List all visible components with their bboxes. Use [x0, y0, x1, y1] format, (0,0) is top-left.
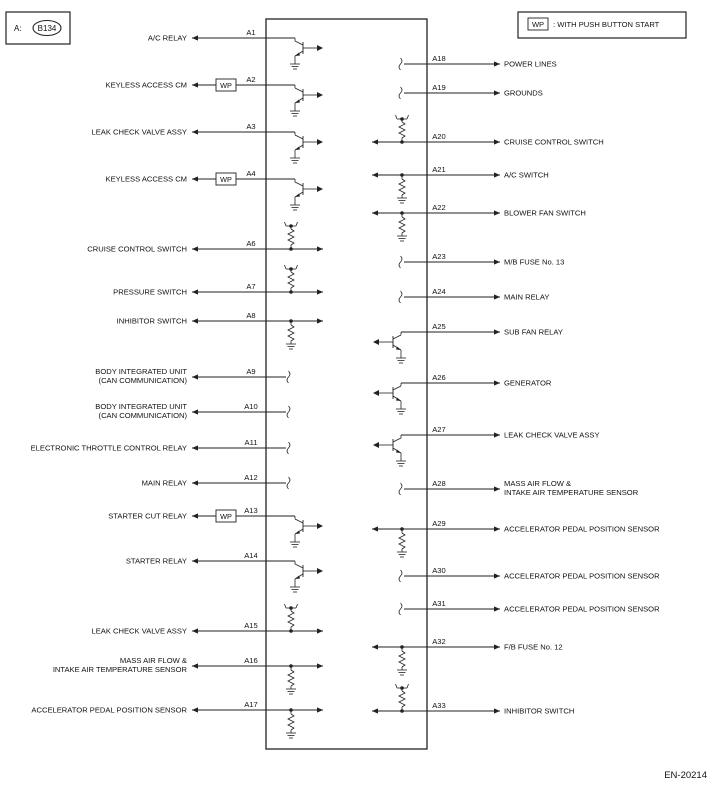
pin-number: A21	[432, 165, 446, 174]
line-break-symbol	[399, 570, 402, 582]
ground-symbol	[290, 205, 300, 210]
arrow-head	[192, 445, 198, 450]
pin-label: GENERATOR	[504, 378, 552, 388]
line-break-symbol	[287, 477, 290, 489]
arrow-head	[192, 289, 198, 294]
pin-a24	[399, 287, 549, 303]
pin-a16	[53, 656, 323, 694]
pin-label: MASS AIR FLOW &	[119, 656, 187, 665]
arrow-head	[494, 526, 500, 531]
arrow-head	[317, 246, 323, 251]
pin-label: STARTER CUT RELAY	[108, 511, 187, 521]
pin-number: A6	[246, 239, 256, 248]
resistor-zigzag	[288, 325, 294, 341]
pull-down-resistor	[397, 529, 407, 557]
pin-label: INHIBITOR SWITCH	[116, 316, 187, 326]
pin-label: LEAK CHECK VALVE ASSY	[504, 430, 600, 440]
junction-dot	[289, 606, 293, 610]
collector-lead	[393, 386, 401, 390]
pin-label: PRESSURE SWITCH	[113, 287, 187, 297]
pin-a4	[106, 169, 323, 210]
pin-a18	[399, 54, 557, 70]
pin-label: CRUISE CONTROL SWITCH	[87, 244, 187, 254]
pin-number: A20	[432, 132, 446, 141]
base-drive-arrow	[317, 139, 323, 145]
output-transistor	[373, 332, 406, 363]
arrow-head	[372, 210, 378, 215]
connector-badge-code: B134	[37, 24, 57, 33]
arrow-head	[317, 663, 323, 668]
pin-number: A15	[244, 621, 258, 630]
pin-label: BODY INTEGRATED UNIT	[95, 367, 187, 376]
pin-label: A/C RELAY	[147, 33, 187, 43]
pin-number: A28	[432, 479, 446, 488]
pin-label: GROUNDS	[504, 88, 543, 98]
wp-tag: WP	[220, 174, 232, 184]
base-drive-arrow	[317, 568, 323, 574]
pin-number: A12	[244, 473, 258, 482]
pin-label: ACCELERATOR PEDAL POSITION SENSOR	[504, 524, 660, 534]
pin-label: ACCELERATOR PEDAL POSITION SENSOR	[504, 604, 660, 614]
pin-label: MAIN RELAY	[504, 292, 550, 302]
arrow-head	[372, 526, 378, 531]
pin-a33	[372, 684, 574, 716]
pull-down-resistor	[286, 710, 296, 738]
resistor-zigzag	[288, 611, 294, 627]
ground-symbol	[290, 64, 300, 69]
pin-a13	[108, 506, 323, 547]
base-drive-arrow	[373, 339, 379, 345]
pin-label: BODY INTEGRATED UNIT	[95, 402, 187, 411]
pin-number: A25	[432, 322, 446, 331]
ground-symbol	[286, 689, 296, 694]
arrow-head	[192, 318, 198, 323]
arrow-head	[494, 61, 500, 66]
pin-label: ACCELERATOR PEDAL POSITION SENSOR	[31, 705, 187, 715]
ground-symbol	[290, 158, 300, 163]
pin-label: INHIBITOR SWITCH	[504, 706, 575, 716]
pin-number: A11	[244, 438, 258, 447]
pin-a15	[91, 604, 323, 636]
pin-number: A23	[432, 252, 446, 261]
arrow-head	[192, 558, 198, 563]
arrow-head	[192, 409, 198, 414]
pin-a29	[372, 519, 660, 557]
pin-number: A3	[246, 122, 256, 131]
arrow-head	[372, 172, 378, 177]
pin-a21	[372, 165, 549, 203]
pin-label: F/B FUSE No. 12	[504, 642, 563, 652]
pull-down-resistor	[397, 647, 407, 675]
line-break-symbol	[399, 87, 402, 99]
pin-number: A31	[432, 599, 446, 608]
arrow-head	[494, 606, 500, 611]
pin-number: A18	[432, 54, 446, 63]
arrow-head	[192, 35, 198, 40]
line-break-symbol	[287, 406, 290, 418]
pin-number: A24	[432, 287, 446, 296]
pin-a19	[399, 83, 543, 99]
line-break-symbol	[399, 291, 402, 303]
pin-label: (CAN COMMUNICATION)	[98, 411, 187, 420]
pin-number: A10	[244, 402, 258, 411]
collector-lead	[295, 182, 303, 186]
ground-symbol	[397, 670, 407, 675]
ground-symbol	[396, 409, 406, 414]
collector-lead	[393, 335, 401, 339]
arrow-head	[317, 289, 323, 294]
pin-a3	[91, 122, 323, 163]
collector-lead	[295, 88, 303, 92]
arrow-head	[192, 246, 198, 251]
arrow-head	[192, 129, 198, 134]
line-break-symbol	[399, 58, 402, 70]
ground-symbol	[396, 461, 406, 466]
pin-a20	[372, 115, 604, 147]
pin-a10	[95, 402, 290, 420]
arrow-head	[317, 318, 323, 323]
resistor-zigzag	[399, 122, 405, 138]
resistor-zigzag	[399, 533, 405, 549]
right-pin-group	[372, 54, 660, 716]
pin-a22	[372, 203, 586, 241]
pin-number: A9	[246, 367, 256, 376]
arrow-head	[494, 172, 500, 177]
arrow-head	[192, 513, 198, 518]
base-drive-arrow	[317, 523, 323, 529]
pin-label: ACCELERATOR PEDAL POSITION SENSOR	[504, 571, 660, 581]
resistor-zigzag	[288, 714, 294, 730]
pin-a25	[373, 322, 563, 363]
pull-down-resistor	[286, 666, 296, 694]
arrow-head	[494, 210, 500, 215]
line-break-symbol	[287, 371, 290, 383]
pin-a28	[399, 479, 639, 497]
ground-symbol	[397, 552, 407, 557]
pin-label: POWER LINES	[504, 59, 557, 69]
connector-badge-prefix: A:	[14, 24, 22, 33]
resistor-zigzag	[399, 691, 405, 707]
base-drive-arrow	[317, 92, 323, 98]
pin-a2	[106, 75, 323, 116]
resistor-zigzag	[399, 179, 405, 195]
pin-number: A19	[432, 83, 446, 92]
base-drive-arrow	[373, 442, 379, 448]
collector-lead	[295, 564, 303, 568]
ground-symbol	[290, 587, 300, 592]
legend-tag: WP	[531, 20, 545, 29]
arrow-head	[192, 628, 198, 633]
pin-a27	[373, 425, 600, 466]
pin-number: A32	[432, 637, 446, 646]
pin-label: KEYLESS ACCESS CM	[105, 174, 187, 184]
pin-number: A8	[246, 311, 256, 320]
collector-lead	[393, 438, 401, 442]
pin-number: A30	[432, 566, 446, 575]
base-drive-arrow	[317, 186, 323, 192]
pin-label: (CAN COMMUNICATION)	[98, 376, 187, 385]
pin-a30	[399, 566, 660, 582]
output-transistor	[373, 435, 406, 466]
pin-label: STARTER RELAY	[125, 556, 187, 566]
output-transistor	[290, 516, 323, 547]
pin-label: ELECTRONIC THROTTLE CONTROL RELAY	[30, 443, 187, 453]
pin-a9	[95, 367, 290, 385]
pin-label: M/B FUSE No. 13	[504, 257, 565, 267]
pin-a12	[142, 473, 290, 489]
junction-dot	[400, 686, 404, 690]
arrow-head	[192, 480, 198, 485]
pin-label: INTAKE AIR TEMPERATURE SENSOR	[504, 488, 639, 497]
pin-number: A22	[432, 203, 446, 212]
pull-up-resistor	[285, 222, 298, 249]
ground-symbol	[290, 111, 300, 116]
pin-number: A33	[432, 701, 446, 710]
pin-number: A26	[432, 373, 446, 382]
arrow-head	[192, 707, 198, 712]
ground-symbol	[396, 358, 406, 363]
pin-a32	[372, 637, 563, 675]
pin-label: CRUISE CONTROL SWITCH	[504, 137, 604, 147]
arrow-head	[372, 644, 378, 649]
pin-a1	[148, 28, 323, 69]
output-transistor	[290, 132, 323, 163]
output-transistor	[373, 383, 406, 414]
output-transistor	[290, 179, 323, 210]
arrow-head	[494, 486, 500, 491]
arrow-head	[192, 176, 198, 181]
pin-number: A29	[432, 519, 446, 528]
diagram-id: EN-20214	[664, 770, 707, 781]
ground-symbol	[290, 542, 300, 547]
ground-symbol	[397, 236, 407, 241]
pin-label: BLOWER FAN SWITCH	[504, 208, 586, 218]
pin-a8	[117, 311, 323, 349]
pin-a31	[399, 599, 660, 615]
arrow-head	[494, 329, 500, 334]
line-break-symbol	[399, 483, 402, 495]
pull-down-resistor	[286, 321, 296, 349]
junction-dot	[400, 117, 404, 121]
pin-number: A14	[244, 551, 258, 560]
arrow-head	[494, 708, 500, 713]
base-drive-arrow	[373, 390, 379, 396]
pin-label: MAIN RELAY	[141, 478, 187, 488]
arrow-head	[494, 259, 500, 264]
pin-label: SUB FAN RELAY	[504, 327, 563, 337]
pin-number: A16	[244, 656, 258, 665]
pin-a11	[31, 438, 290, 454]
arrow-head	[317, 628, 323, 633]
output-transistor	[290, 85, 323, 116]
output-transistor	[290, 38, 323, 69]
pin-label: LEAK CHECK VALVE ASSY	[91, 626, 187, 636]
arrow-head	[372, 139, 378, 144]
collector-lead	[295, 41, 303, 45]
junction-dot	[289, 224, 293, 228]
pin-label: LEAK CHECK VALVE ASSY	[91, 127, 187, 137]
arrow-head	[494, 139, 500, 144]
pin-a7	[113, 265, 323, 297]
pull-down-resistor	[397, 213, 407, 241]
pull-up-resistor	[285, 604, 298, 631]
pin-number: A17	[244, 700, 258, 709]
ground-symbol	[397, 198, 407, 203]
wp-tag: WP	[220, 511, 232, 521]
arrow-head	[192, 663, 198, 668]
arrow-head	[494, 573, 500, 578]
wp-tag: WP	[220, 80, 232, 90]
arrow-head	[192, 82, 198, 87]
pull-up-resistor	[396, 115, 409, 142]
junction-dot	[289, 267, 293, 271]
pin-number: A7	[246, 282, 256, 291]
arrow-head	[372, 708, 378, 713]
pin-a26	[373, 373, 552, 414]
pin-label: MASS AIR FLOW &	[504, 479, 572, 488]
pull-down-resistor	[397, 175, 407, 203]
resistor-zigzag	[399, 217, 405, 233]
resistor-zigzag	[288, 272, 294, 288]
arrow-head	[494, 90, 500, 95]
pin-number: A4	[246, 169, 256, 178]
arrow-head	[494, 644, 500, 649]
legend-text: : WITH PUSH BUTTON START	[553, 20, 660, 29]
ground-symbol	[286, 344, 296, 349]
arrow-head	[192, 374, 198, 379]
left-pin-group	[31, 28, 323, 738]
pin-a14	[126, 551, 323, 592]
output-transistor	[290, 561, 323, 592]
arrow-head	[494, 294, 500, 299]
base-drive-arrow	[317, 45, 323, 51]
pin-label: KEYLESS ACCESS CM	[105, 80, 187, 90]
pull-up-resistor	[285, 265, 298, 292]
line-break-symbol	[399, 603, 402, 615]
arrow-head	[494, 432, 500, 437]
pull-up-resistor	[396, 684, 409, 711]
pin-number: A2	[246, 75, 256, 84]
resistor-zigzag	[288, 670, 294, 686]
line-break-symbol	[399, 256, 402, 268]
ground-symbol	[286, 733, 296, 738]
pin-a17	[31, 700, 323, 738]
resistor-zigzag	[399, 651, 405, 667]
collector-lead	[295, 519, 303, 523]
collector-lead	[295, 135, 303, 139]
header-area	[6, 12, 686, 44]
pin-a23	[399, 252, 564, 268]
pin-label: INTAKE AIR TEMPERATURE SENSOR	[52, 665, 187, 674]
pin-number: A13	[244, 506, 258, 515]
pin-label: A/C SWITCH	[504, 170, 549, 180]
pin-number: A1	[246, 28, 256, 37]
pin-number: A27	[432, 425, 446, 434]
resistor-zigzag	[288, 229, 294, 245]
arrow-head	[494, 380, 500, 385]
line-break-symbol	[287, 442, 290, 454]
pin-a6	[87, 222, 323, 254]
arrow-head	[317, 707, 323, 712]
